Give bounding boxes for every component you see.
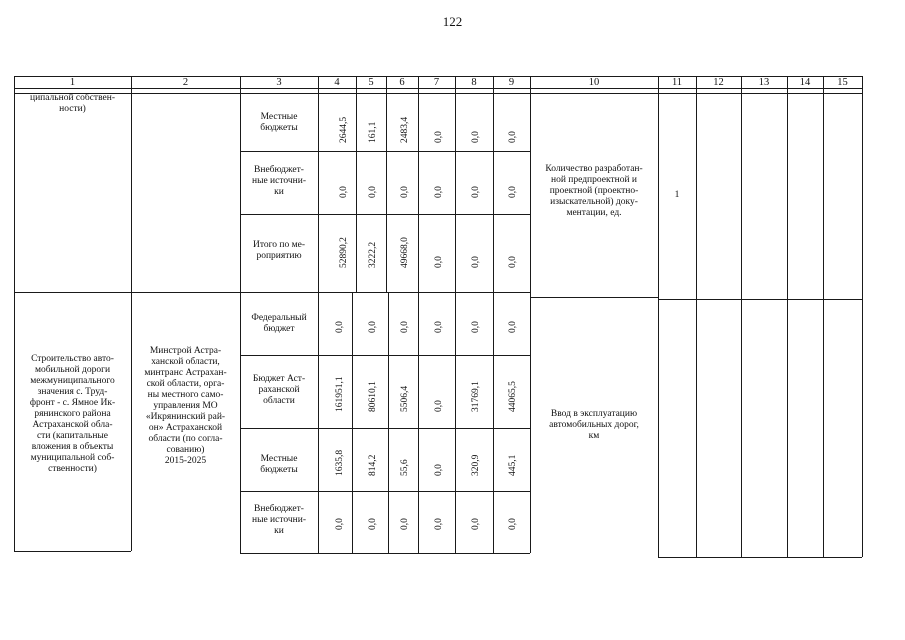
grid-line [862, 299, 863, 557]
amount-cell: 0,0 [400, 186, 410, 198]
grid-line [418, 292, 419, 553]
header-col-13: 13 [758, 77, 770, 88]
amount-cell: 31769,1 [471, 381, 481, 412]
amount-cell: 0,0 [434, 321, 444, 333]
amount-cell: 0,0 [368, 518, 378, 530]
grid-line [240, 355, 530, 356]
grid-line [14, 93, 862, 94]
amount-cell: 0,0 [434, 400, 444, 412]
header-col-10: 10 [588, 77, 600, 88]
amount-cell: 0,0 [471, 186, 481, 198]
amount-cell: 161951,1 [335, 376, 345, 412]
amount-cell: 2483,4 [400, 116, 410, 143]
grid-line [658, 299, 659, 557]
funding-source-cell: Местные бюджеты [260, 454, 298, 475]
grid-line [131, 93, 132, 292]
grid-line [318, 292, 319, 553]
amount-cell: 0,0 [471, 518, 481, 530]
amount-cell: 3222,2 [368, 241, 378, 268]
amount-cell: 0,0 [434, 518, 444, 530]
amount-cell: 0,0 [335, 321, 345, 333]
amount-cell: 0,0 [335, 518, 345, 530]
amount-cell: 55,6 [400, 459, 410, 476]
grid-line [386, 93, 387, 292]
amount-cell: 0,0 [508, 518, 518, 530]
amount-cell: 0,0 [471, 256, 481, 268]
amount-cell: 0,0 [508, 321, 518, 333]
amount-cell: 0,0 [508, 256, 518, 268]
amount-cell: 0,0 [368, 321, 378, 333]
grid-line [240, 292, 530, 293]
grid-line [352, 292, 353, 553]
grid-line [240, 151, 530, 152]
amount-cell: 0,0 [508, 186, 518, 198]
amount-cell: 0,0 [339, 186, 349, 198]
amount-cell: 445,1 [508, 454, 518, 476]
grid-line [658, 557, 862, 558]
header-col-6: 6 [399, 77, 405, 88]
amount-cell: 0,0 [508, 131, 518, 143]
amount-cell: 44065,5 [508, 381, 518, 412]
header-col-3: 3 [276, 77, 282, 88]
header-col-11: 11 [671, 77, 683, 88]
grid-line [787, 299, 788, 557]
header-col-9: 9 [508, 77, 515, 88]
grid-line [530, 297, 658, 298]
grid-line [658, 299, 862, 300]
amount-cell: 0,0 [434, 131, 444, 143]
grid-line [455, 292, 456, 553]
amount-cell: 0,0 [400, 518, 410, 530]
grid-line [418, 93, 419, 292]
grid-line [862, 93, 863, 299]
grid-line [14, 88, 862, 89]
grid-line [787, 93, 788, 299]
header-col-5: 5 [368, 77, 374, 88]
amount-cell: 814,2 [368, 454, 378, 476]
grid-line [696, 93, 697, 299]
header-col-14: 14 [799, 77, 811, 88]
funding-source-cell: Внебюджет- ные источни- ки [252, 504, 306, 536]
funding-source-cell: Внебюджет- ные источни- ки [252, 165, 306, 197]
header-col-1: 1 [69, 77, 76, 88]
amount-cell: 320,9 [471, 454, 481, 476]
funding-source-cell: Итого по ме- роприятию [252, 240, 306, 261]
header-col-7: 7 [433, 77, 440, 88]
amount-cell: 0,0 [434, 186, 444, 198]
amount-cell: 2644,5 [339, 116, 349, 143]
grid-line [14, 551, 131, 552]
amount-cell: 49668,0 [400, 237, 410, 268]
grid-line [388, 292, 389, 553]
grid-line [493, 292, 494, 553]
amount-cell: 0,0 [434, 256, 444, 268]
grid-line [741, 299, 742, 557]
indicator-cell: Количество разработан- ной предпроектной и проектной (проектно- изыскательной) доку- ментации, ед. [545, 164, 643, 218]
grid-line [240, 214, 530, 215]
header-col-4: 4 [334, 77, 340, 88]
amount-cell: 52890,2 [339, 237, 349, 268]
executor-cell: Минстрой Астра- ханской области, минтранс Астрахан- ской области, орга- ны местного само- управления МО «Икрянинский рай- он» Астраханской области (по согла- сованию) 2015-2025 [144, 346, 227, 466]
amount-cell: 5506,4 [400, 385, 410, 412]
funding-source-cell: Местные бюджеты [260, 112, 298, 133]
amount-cell: 0,0 [368, 186, 378, 198]
grid-line [240, 553, 530, 554]
grid-line [823, 93, 824, 299]
grid-line [356, 93, 357, 292]
indicator-cell: Ввод в эксплуатацию автомобильных дорог, км [549, 409, 639, 441]
funding-source-cell: Бюджет Аст- раханской области [252, 374, 306, 406]
amount-cell: 0,0 [471, 321, 481, 333]
grid-line [455, 93, 456, 292]
header-col-8: 8 [471, 77, 477, 88]
grid-line [240, 428, 530, 429]
grid-line [240, 491, 530, 492]
header-col-12: 12 [713, 77, 724, 88]
amount-cell: 80610,1 [368, 381, 378, 412]
object-name-cell: Строительство авто- мобильной дороги межмуниципального значения с. Труд- фронт - с. Ямное Ик- рянинского района Астраханской обла- сти (капитальные вложения в объекты муниципальной соб- ственности) [29, 354, 116, 474]
grid-line [14, 292, 240, 293]
amount-cell: 1635,8 [335, 449, 345, 476]
header-col-15: 15 [837, 77, 848, 88]
grid-line [823, 299, 824, 557]
grid-line [696, 299, 697, 557]
page-number: 122 [442, 14, 463, 29]
grid-line [14, 93, 15, 292]
funding-source-cell: Федеральный бюджет [251, 313, 307, 334]
grid-line [741, 93, 742, 299]
grid-line [318, 93, 319, 292]
indicator-value-cell: 1 [674, 190, 680, 200]
header-col-2: 2 [182, 77, 189, 88]
object-name-cell: ципальной собствен- ности) [30, 93, 115, 114]
amount-cell: 0,0 [434, 464, 444, 476]
amount-cell: 0,0 [471, 131, 481, 143]
amount-cell: 161,1 [368, 121, 378, 143]
grid-line [862, 76, 863, 93]
grid-line [493, 93, 494, 292]
amount-cell: 0,0 [400, 321, 410, 333]
